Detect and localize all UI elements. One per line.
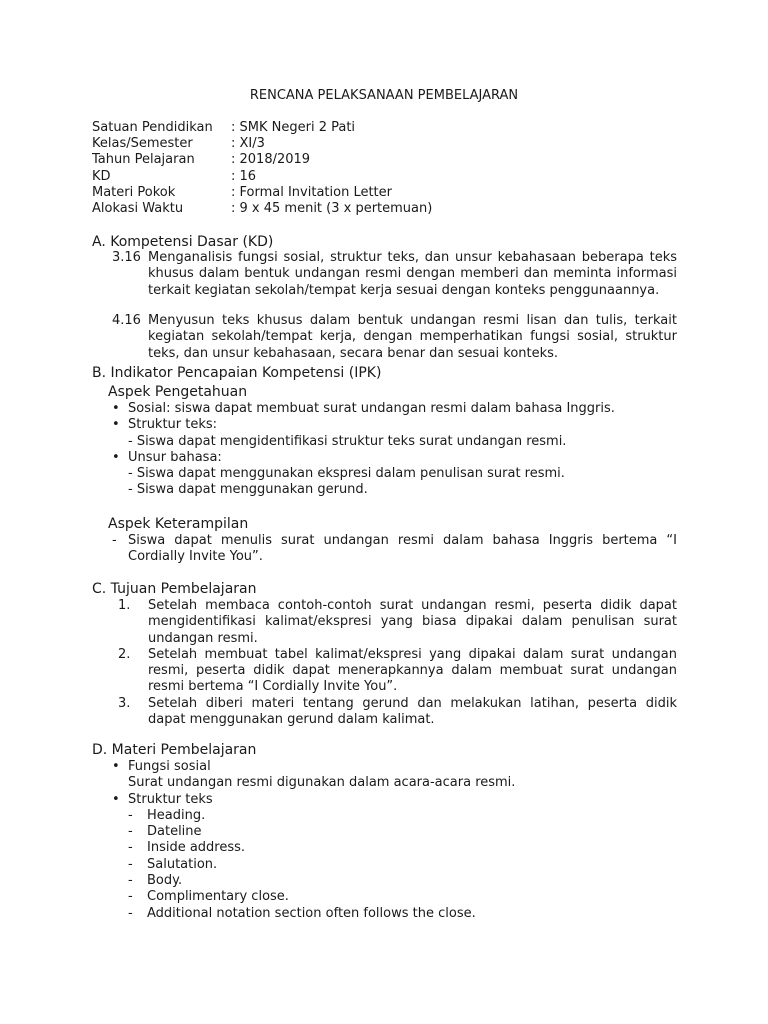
list-item: 2. Setelah membuat tabel kalimat/ekspresi yang dipakai dalam surat undangan resmi, peserta didik dapat menerapkannya dalam membuat surat undangan resmi bertema “I Cordially Invite You”. [112,647,677,696]
section-c [92,580,677,728]
identity-key: Kelas/Semester [92,136,193,152]
section-c-heading: C. Tujuan Pembelajaran [92,581,257,597]
kd-number: 3.16 [112,250,141,265]
identity-row [92,136,432,152]
kd-text: Menyusun teks khusus dalam bentuk undangan resmi lisan dan tulis, terkait kegiatan sekolah/tempat kerja, dengan memperhatikan fungsi sosial, struktur teks, dan unsur kebahasaan, secara benar dan sesuai konteks. [148,313,677,361]
identity-row [92,120,432,136]
kd-item [92,250,677,299]
structure-item: - Inside address. [128,840,246,856]
item-number: 1. [118,598,131,613]
structure-item: - Body. [128,873,183,889]
identity-key: Tahun Pelajaran [92,152,195,168]
identity-value: : 16 [231,168,257,184]
bullet-icon: • [112,759,120,774]
item-number: 2. [118,646,131,662]
structure-item: - Additional notation section often follows the close. [128,905,476,921]
dash-marker: - [112,533,117,548]
list-item: 3. Setelah diberi materi tentang gerund dan melakukan latihan, peserta didik dapat menggunakan gerund dalam kalimat. [112,696,677,729]
section-b-heading: B. Indikator Pencapaian Kompetensi (IPK) [92,365,382,381]
identity-row [92,201,432,217]
aspek-pengetahuan-heading: Aspek Pengetahuan [108,384,248,400]
structure-item: - Dateline [128,824,202,840]
identity-value: : SMK Negeri 2 Pati [231,120,356,135]
list-subline: - Siswa dapat mengidentifikasi struktur teks surat undangan resmi. [128,433,567,449]
identity-row [92,169,432,185]
kd-number: 4.16 [112,313,141,328]
identity-value: : XI/3 [231,136,265,152]
list-subline: - Siswa dapat menggunakan gerund. [128,482,368,498]
section-d [92,741,677,922]
identity-key: Alokasi Waktu [92,200,184,216]
bullet-icon: • [112,449,120,465]
list-item: • Unsur bahasa: [112,449,222,465]
identity-key: Satuan Pendidikan [92,120,213,135]
structure-item: - Heading. [128,807,206,823]
section-a [92,233,677,251]
bullet-icon: • [112,791,120,807]
list-item: - Siswa dapat menulis surat undangan resmi dalam bahasa Inggris bertema “I Cordially Invite You”. [112,533,677,565]
list-item: 1. Setelah membaca contoh-contoh surat undangan resmi, peserta didik dapat mengidentifikasi kalimat/ekspresi yang biasa dipakai dalam penulisan surat undangan resmi. [112,598,677,647]
kd-item [92,313,677,362]
identity-key: KD [92,168,111,184]
bullet-icon: • [112,401,120,416]
structure-item: - Salutation. [128,856,218,872]
aspek-keterampilan [92,515,677,566]
identity-table [92,120,432,217]
structure-item: - Complimentary close. [128,889,289,905]
identity-value: : 9 x 45 menit (3 x pertemuan) [231,200,433,216]
identity-value: : 2018/2019 [231,152,311,168]
list-item: • Sosial: siswa dapat membuat surat undangan resmi dalam bahasa Inggris. [112,401,615,416]
bullet-icon: • [112,417,120,433]
item-number: 3. [118,695,131,711]
list-subline: - Siswa dapat menggunakan ekspresi dalam penulisan surat resmi. [128,466,565,482]
list-subline: Surat undangan resmi digunakan dalam acara-acara resmi. [128,775,516,791]
section-d-heading: D. Materi Pembelajaran [92,742,257,758]
aspek-keterampilan-heading: Aspek Keterampilan [108,516,249,532]
list-item: • Struktur teks: [112,417,218,433]
list-item: • Struktur teks [112,791,213,807]
kd-text: Menganalisis fungsi sosial, struktur teks, dan unsur kebahasaan beberapa teks khusus dalam bentuk undangan resmi dengan memberi dan meminta informasi terkait kegiatan sekolah/tempat kerja sesuai dengan konteks penggunaannya. [148,250,677,298]
document-title: RENCANA PELAKSANAAN PEMBELAJARAN [249,88,519,103]
list-item: • Fungsi sosial [112,759,211,774]
section-a-heading: A. Kompetensi Dasar (KD) [92,234,274,250]
identity-row [92,152,432,168]
identity-row [92,185,432,201]
section-b [92,364,677,499]
identity-key: Materi Pokok [92,184,176,200]
identity-value: : Formal Invitation Letter [231,184,392,200]
